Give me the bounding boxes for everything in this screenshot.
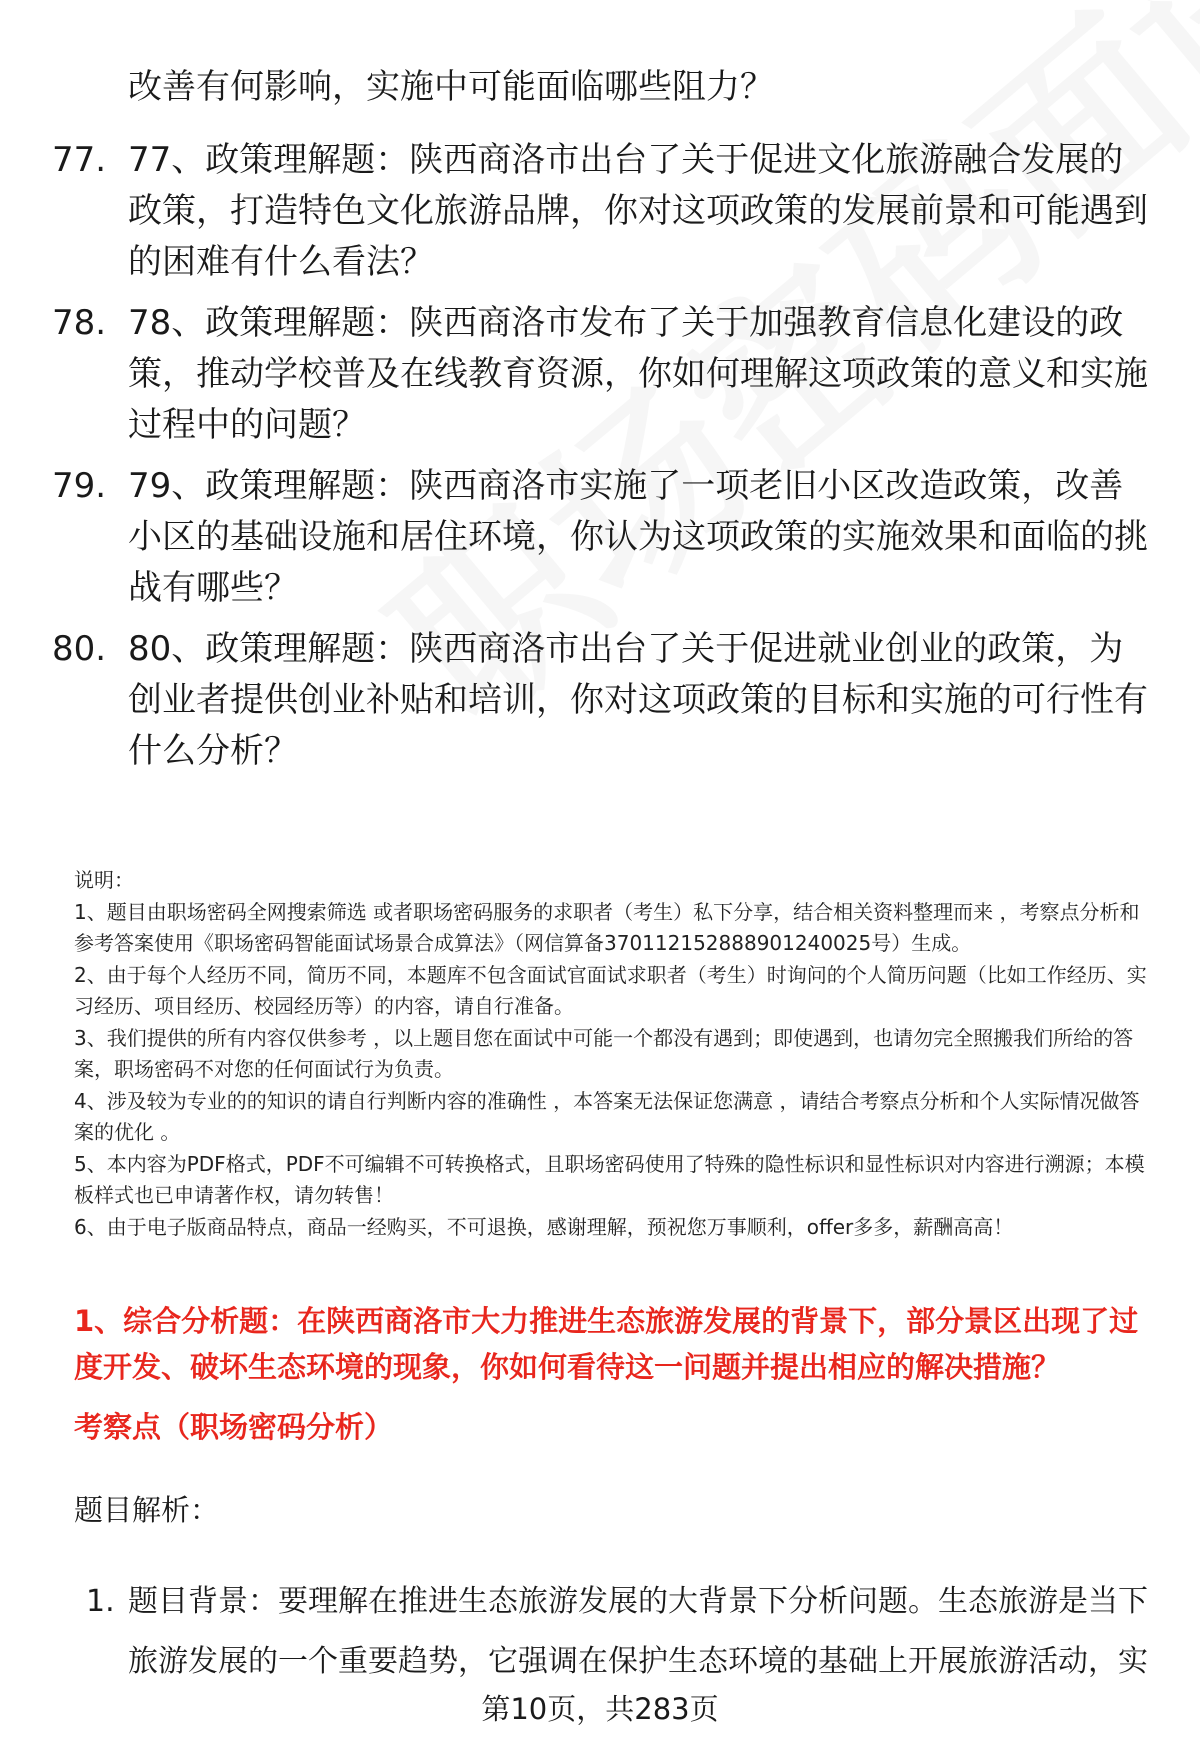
question-text: 80、政策理解题：陕西商洛市出台了关于促进就业创业的政策，为创业者提供创业补贴和培训，你对这项政策的目标和实施的可行性有什么分析？: [128, 629, 1148, 771]
notes-section: [74, 865, 1158, 1243]
question-text: 79、政策理解题：陕西商洛市实施了一项老旧小区改造政策，改善小区的基础设施和居住环境，你认为这项政策的实施效果和面临的挑战有哪些？: [128, 466, 1148, 608]
question-number: 78.: [52, 303, 107, 343]
notes-item: 3、我们提供的所有内容仅供参考 ，以上题目您在面试中可能一个都没有遇到；即使遇到，也请勿完全照搬我们所给的答案，职场密码不对您的任何面试行为负责。: [74, 1025, 1134, 1081]
notes-item: 5、本内容为PDF格式，PDF不可编辑不可转换格式，且职场密码使用了特殊的隐性标识和显性标识对内容进行溯源；本模板样式也已申请著作权，请勿转售！: [74, 1151, 1145, 1207]
notes-item: 2、由于每个人经历不同，简历不同，本题库不包含面试官面试求职者（考生）时询问的个人简历问题（比如工作经历、实习经历、项目经历、校园经历等）的内容，请自行准备。: [74, 962, 1147, 1018]
question-number: 77.: [52, 140, 107, 180]
question-text: 77、政策理解题：陕西商洛市出台了关于促进文化旅游融合发展的政策，打造特色文化旅游品牌，你对这项政策的发展前景和可能遇到的困难有什么看法？: [128, 140, 1148, 282]
notes-item: 1、题目由职场密码全网搜索筛选 或者职场密码服务的求职者（考生）私下分享，结合相关资料整理而来 ，考察点分析和参考答案使用《职场密码智能面试场景合成算法》（网信算备370112152888901240025号）生成。: [74, 899, 1140, 955]
question-number: 79.: [52, 466, 107, 506]
continuation-text: 改善有何影响，实施中可能面临哪些阻力？: [128, 67, 774, 107]
notes-title: 说明：: [74, 868, 134, 892]
section-subtitle: 考察点（职场密码分析）: [74, 1410, 394, 1444]
notes-item: 6、由于电子版商品特点，商品一经购买，不可退换，感谢理解，预祝您万事顺利，offer多多，薪酬高高！: [74, 1214, 1014, 1239]
analysis-item-number: 1.: [86, 1584, 115, 1619]
section-question-title: 1、综合分析题：在陕西商洛市大力推进生态旅游发展的背景下，部分景区出现了过度开发、破坏生态环境的现象，你如何看待这一问题并提出相应的解决措施？: [74, 1304, 1139, 1384]
question-text: 78、政策理解题：陕西商洛市发布了关于加强教育信息化建设的政策，推动学校普及在线教育资源，你如何理解这项政策的意义和实施过程中的问题？: [128, 303, 1148, 445]
page-number: 第10页，共283页: [481, 1692, 719, 1726]
question-number: 80.: [52, 629, 107, 669]
analysis-label: 题目解析：: [74, 1493, 220, 1527]
analysis-item-text: 题目背景：要理解在推进生态旅游发展的大背景下分析问题。生态旅游是当下旅游发展的一个重要趋势，它强调在保护生态环境的基础上开展旅游活动，实: [128, 1584, 1148, 1679]
notes-item: 4、涉及较为专业的的知识的请自行判断内容的准确性 ，本答案无法保证您满意 ，请结合考察点分析和个人实际情况做答案的优化 。: [74, 1088, 1140, 1144]
